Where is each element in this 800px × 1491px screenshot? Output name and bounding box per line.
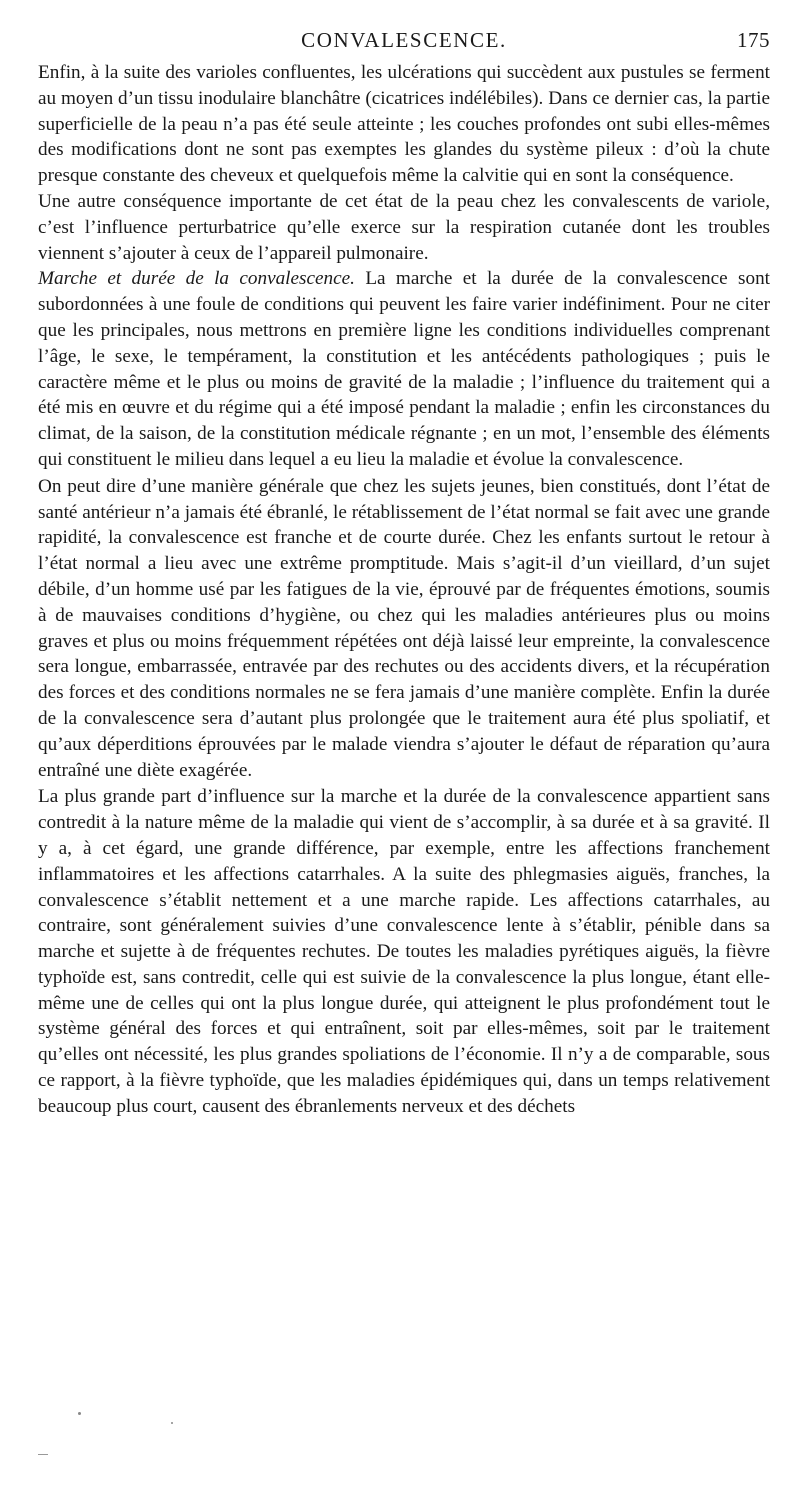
running-head (38, 28, 770, 58)
paragraph-text: La marche et la durée de la convalescence sont subordonnées à une foule de conditions qui peuvent les faire varier indéfiniment. Pour ne citer que les principales, nous mettrons en première ligne les conditions individuelles comprenant l’âge, le sexe, le tempérament, la constitution et les antécédents pathologiques ; puis le caractère même et le plus ou moins de gravité de la maladie ; l’influence du traitement qui a été mis en œuvre et du régime qui a été imposé pendant la maladie ; enfin les circonstances du climat, de la saison, de la constitution médicale régnante ; en un mot, l’ensemble des éléments qui constituent le milieu dans lequel a eu lieu la maladie et évolue la convalescence. (38, 268, 770, 470)
paragraph-text: Une autre conséquence importante de cet état de la peau chez les convalescents de variole, c’est l’influence perturbatrice qu’elle exerce sur la respiration cutanée dont les troubles viennent s’ajouter à ceux de l’appareil pulmonaire. (38, 190, 770, 264)
paragraph-respiration-cutanee (38, 189, 770, 266)
print-specks (38, 1410, 238, 1470)
page-number: 175 (737, 28, 770, 52)
body-text (38, 60, 770, 1120)
paragraph-text: Enfin, à la suite des varioles confluentes, les ulcérations qui succèdent aux pustules se ferment au moyen d’un tissu inodulaire blanchâtre (cicatrices indélébiles). Dans ce dernier cas, la partie superficielle de la peau n’a pas été seule atteinte ; les couches profondes ont subi elles-mêmes des modifications dont ne sont pas exemptes les glandes du système pileux : d’où la chute presque constante des cheveux et quelquefois même la calvitie qui en sont la conséquence. (38, 62, 770, 187)
paragraph-text: La plus grande part d’influence sur la marche et la durée de la convalescence appartient sans contredit à la nature même de la maladie qui vient de s’accomplir, à sa durée et à sa gravité. Il y a, à cet égard, une grande différence, par exemple, entre les affections franchement inflammatoires et les affections catarrhales. A la suite des phlegmasies aiguës, franches, la convalescence s’établit nettement et a une marche rapide. Les affections catarrhales, au contraire, sont généralement suivies d’une convalescence lente à s’établir, pénible dans sa marche et sujette à de fréquentes rechutes. De toutes les maladies pyrétiques aiguës, la fièvre typhoïde est, sans contredit, celle qui est suivie de la convalescence la plus longue, étant elle-même une de celles qui ont la plus longue durée, qui atteignent le plus profondément tout le système général des forces et qui entraînent, soit par elles-mêmes, soit par le traitement qu’elles ont nécessité, les plus grandes spoliations de l’économie. Il n’y a de comparable, sous ce rapport, à la fièvre typhoïde, que les maladies épidémiques qui, dans un temps relativement beaucoup plus court, causent des ébranlements nerveux et des déchets (38, 786, 770, 1117)
paragraph-sujets-jeunes (38, 474, 770, 784)
paragraph-marche-duree (38, 266, 770, 472)
running-title: CONVALESCENCE. (301, 28, 507, 52)
paragraph-variole-cicatrices (38, 60, 770, 189)
ink-speck (78, 1412, 81, 1415)
paragraph-nature-maladie (38, 784, 770, 1119)
ink-speck (171, 1422, 173, 1424)
book-page (38, 28, 770, 1120)
section-heading: Marche et durée de la convalescence. (38, 268, 355, 290)
paragraph-text: On peut dire d’une manière générale que chez les sujets jeunes, bien constitués, dont l’état de santé antérieur n’a jamais été ébranlé, le rétablissement de l’état normal se fait avec une grande rapidité, la convalescence est franche et de courte durée. Chez les enfants surtout le retour à l’état normal a lieu avec une extrême promptitude. Mais s’agit-il d’un vieillard, d’un sujet débile, d’un homme usé par les fatigues de la vie, éprouvé par de fréquentes émotions, soumis à de mauvaises conditions d’hygiène, ou chez qui les maladies antérieures plus ou moins graves et plus ou moins fréquemment répétées ont déjà laissé leur empreinte, la convalescence sera longue, embarrassée, entravée par des rechutes ou des accidents divers, et la récupération des forces et des conditions normales ne se fera jamais d’une manière complète. Enfin la durée de la convalescence sera d’autant plus prolongée que le traitement aura été plus spoliatif, et qu’aux déperditions éprouvées par le malade viendra s’ajouter le défaut de réparation qu’aura entraîné une diète exagérée. (38, 475, 770, 781)
ink-dash (38, 1454, 48, 1455)
